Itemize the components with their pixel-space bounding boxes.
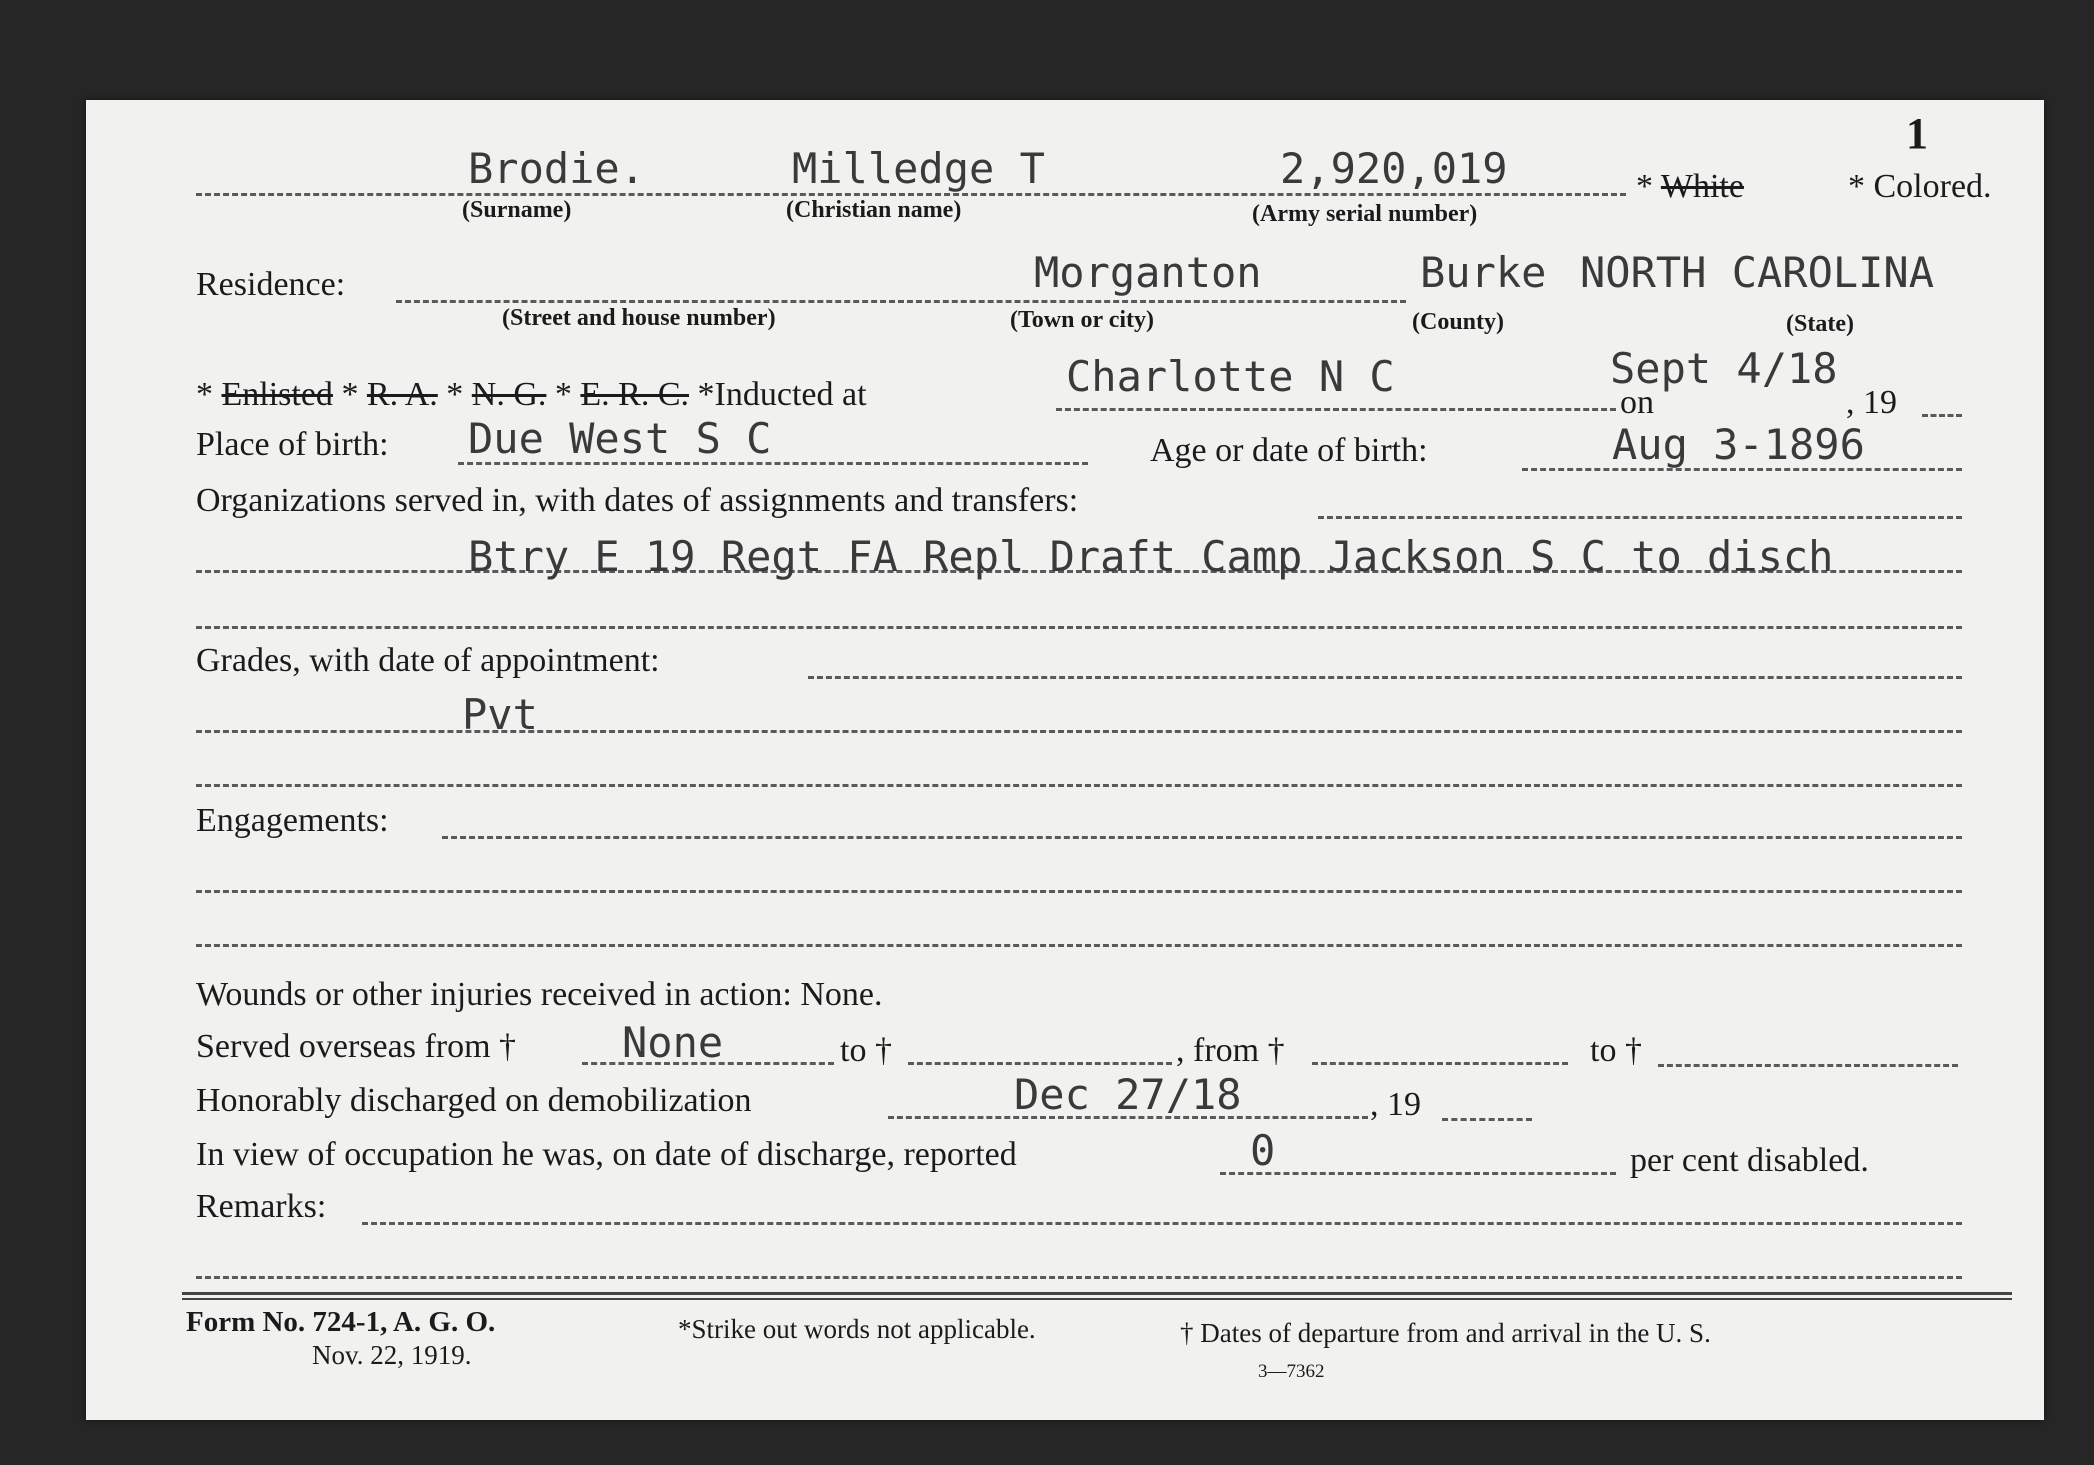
star-1: * [196,376,222,413]
strike-note: *Strike out words not applicable. [678,1314,1036,1344]
star-3: * [437,376,472,413]
grades-label: Grades, with date of appointment: [196,642,660,679]
overseas-from-value: None [622,1018,724,1067]
disability-label: In view of occupation he was, on date of discharge, reported [196,1136,1017,1173]
white-struck: White [1660,168,1744,205]
engagements-label: Engagements: [196,802,389,839]
grades-line-2 [196,730,1962,733]
draft-card [86,100,2044,1420]
place-of-birth-label: Place of birth: [196,426,389,463]
grades-line-3 [196,784,1962,787]
discharge-year-label: , 19 [1370,1086,1421,1123]
discharge-label: Honorably discharged on demobilization [196,1082,752,1119]
inducted-place-line [1056,408,1616,411]
discharge-date-value: Dec 27/18 [1014,1070,1242,1119]
serial-number-caption: (Army serial number) [1252,201,1478,227]
surname-value: Brodie. [468,144,646,193]
served-overseas-label: Served overseas from † [196,1028,517,1065]
organizations-line-1 [1318,516,1962,519]
date-of-birth-value: Aug 3-1896 [1612,420,1865,469]
street-caption: (Street and house number) [502,305,776,331]
overseas-to2-label: to † [1590,1032,1642,1069]
form-number: Form No. 724-1, A. G. O. [186,1306,496,1338]
disability-value: 0 [1250,1126,1276,1175]
on-label: on [1620,384,1654,421]
white-option [1636,170,1744,204]
place-of-birth-value: Due West S C [468,414,772,463]
erc-struck: E. R. C. [580,376,690,413]
engagements-line-1 [442,836,1962,839]
grades-value: Pvt [462,690,538,739]
disability-line [1220,1172,1616,1175]
overseas-to-line [908,1062,1172,1065]
organizations-line-3 [196,626,1962,629]
town-caption: (Town or city) [1010,307,1154,333]
christian-name-caption: (Christian name) [786,197,962,223]
organizations-label: Organizations served in, with dates of assignments and transfers: [196,482,1079,519]
remarks-line-1 [362,1222,1962,1225]
disability-suffix: per cent disabled. [1630,1142,1869,1179]
engagements-line-3 [196,944,1962,947]
inducted-place-value: Charlotte N C [1066,352,1395,401]
inducted-year-line [1922,414,1962,417]
overseas-to2-line [1658,1064,1958,1067]
star-4: * [546,376,581,413]
christian-name-value: Milledge T [792,144,1045,193]
enlistment-options [196,378,867,412]
remarks-label: Remarks: [196,1188,327,1225]
wounds-label: Wounds or other injuries received in action: None. [196,976,883,1013]
enlisted-struck: Enlisted [221,376,333,413]
overseas-from2-label: , from † [1176,1032,1285,1069]
overseas-from2-line [1312,1062,1568,1065]
grades-line-1 [808,676,1962,679]
star-2: * [332,376,367,413]
state-value: NORTH CAROLINA [1580,248,1935,297]
residence-line [396,300,1406,303]
card-number: 1 [1906,109,1928,158]
residence-label: Residence: [196,266,346,303]
county-caption: (County) [1412,309,1505,335]
footer-rule-1 [182,1292,2012,1295]
ng-struck: N. G. [471,376,547,413]
overseas-to-label: to † [840,1032,892,1069]
discharge-year-line [1442,1118,1532,1121]
footer-rule-2 [182,1298,2012,1300]
form-date: Nov. 22, 1919. [312,1340,472,1370]
town-value: Morganton [1034,248,1262,297]
dates-note: † Dates of departure from and arrival in the U. S. [1180,1318,1711,1348]
colored-option: * Colored. [1848,168,1992,205]
remarks-line-2 [196,1276,1962,1279]
date-of-birth-label: Age or date of birth: [1150,432,1428,469]
inducted-year-label: , 19 [1846,384,1897,421]
engagements-line-2 [196,890,1962,893]
ra-struck: R. A. [366,376,438,413]
name-line [196,193,1626,196]
organizations-value: Btry E 19 Regt FA Repl Draft Camp Jackson S C to disch [468,532,1834,581]
inducted-date-value: Sept 4/18 [1610,344,1838,393]
surname-caption: (Surname) [462,197,572,223]
serial-number-value: 2,920,019 [1280,144,1508,193]
state-caption: (State) [1786,311,1854,337]
white-star: * [1636,168,1661,205]
county-value: Burke [1420,248,1547,297]
inducted-label: *Inducted at [689,376,867,413]
print-code: 3—7362 [1258,1361,1325,1382]
